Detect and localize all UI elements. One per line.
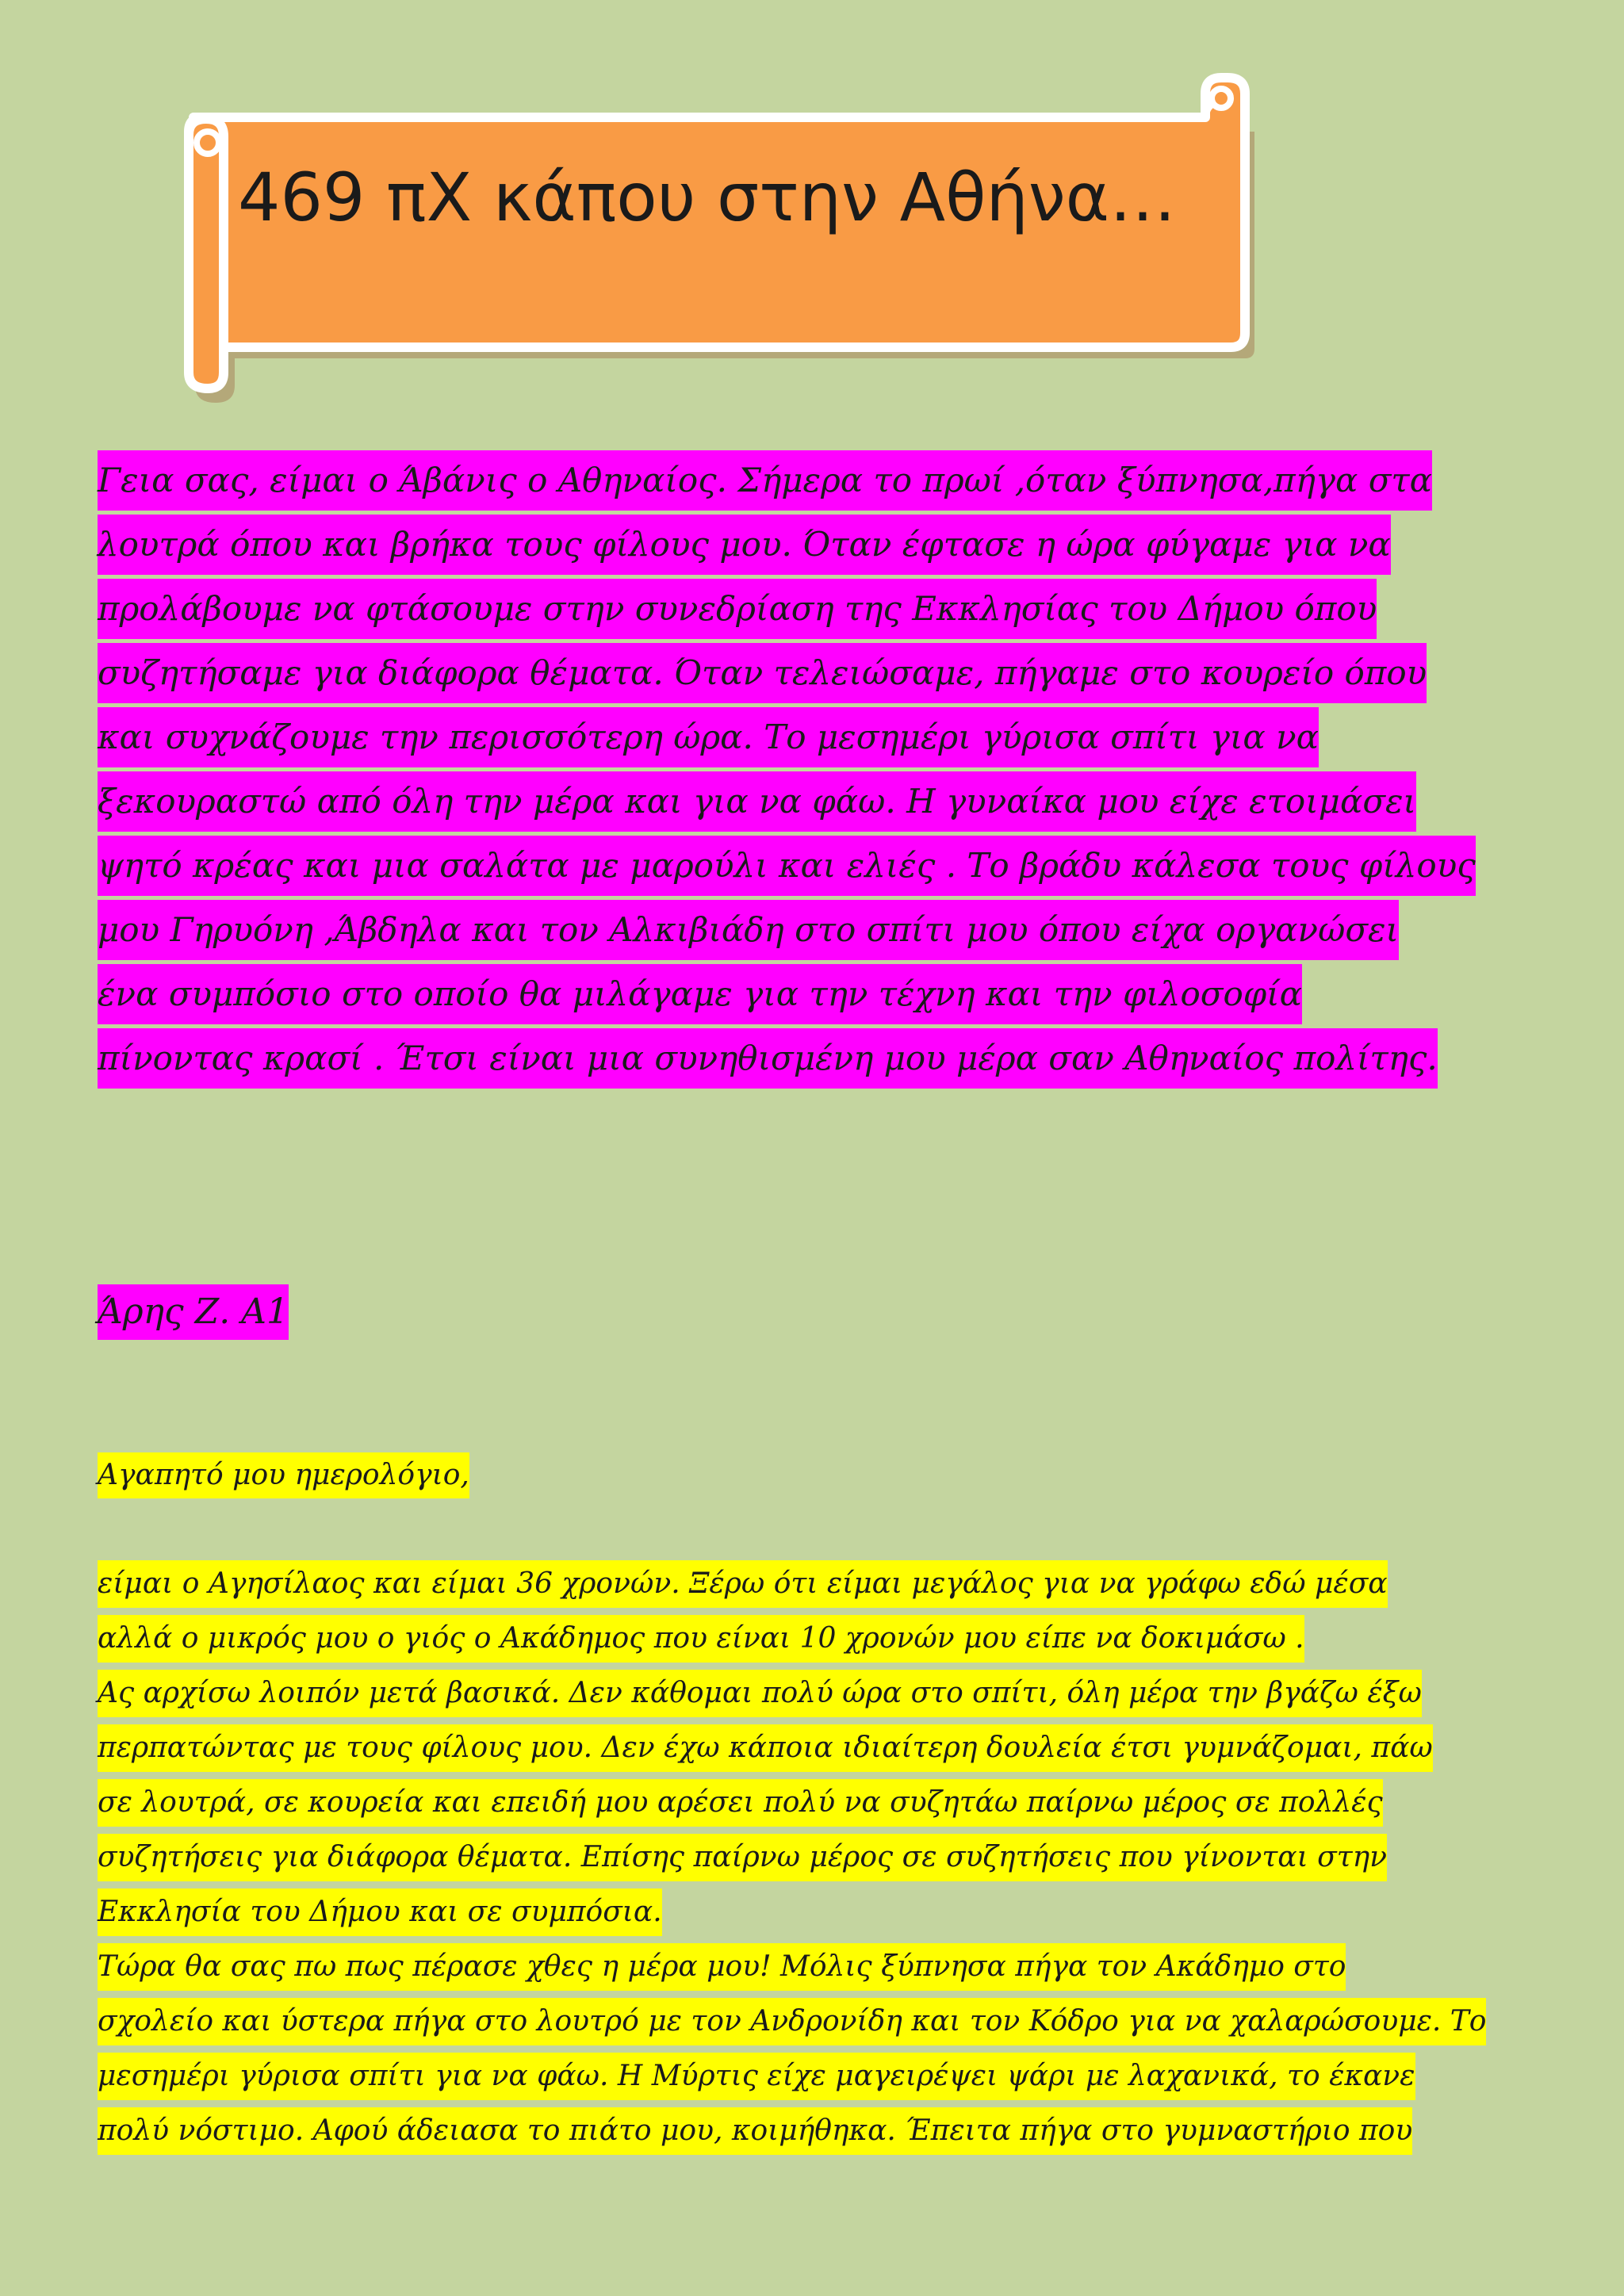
story-line: συζητήσαμε για διάφορα θέματα. Όταν τελειώσαμε, πήγαμε στο κουρείο όπου [98, 643, 1427, 703]
diary-paragraph [98, 1560, 1541, 2162]
diary-line: σε λουτρά, σε κουρεία και επειδή μου αρέσει πολύ να συζητάω παίρνω μέρος σε πολλές [98, 1779, 1383, 1827]
diary-greeting-block [98, 1452, 1541, 1498]
story-line: προλάβουμε να φτάσουμε στην συνεδρίαση της Εκκλησίας του Δήμου όπου [98, 579, 1377, 639]
story-line: λουτρά όπου και βρήκα τους φίλους μου. Όταν έφτασε η ώρα φύγαμε για να [98, 515, 1391, 575]
scroll-banner [0, 0, 1624, 412]
diary-line: αλλά ο μικρός μου ο γιός ο Ακάδημος που είναι 10 χρονών μου είπε να δοκιμάσω . [98, 1615, 1304, 1663]
diary-line: Ας αρχίσω λοιπόν μετά βασικά. Δεν κάθομαι πολύ ώρα στο σπίτι, όλη μέρα την βγάζω έξω [98, 1670, 1422, 1717]
diary-line: σχολείο και ύστερα πήγα στο λουτρό με τον Ανδρονίδη και τον Κόδρο για να χαλαρώσουμε. Το [98, 1998, 1486, 2045]
diary-line: Τώρα θα σας πω πως πέρασε χθες η μέρα μου! Μόλις ξύπνησα πήγα τον Ακάδημο στο [98, 1943, 1346, 1991]
story-paragraph [98, 450, 1541, 1093]
story-line: Γεια σας, είμαι ο Άβάνις ο Αθηναίος. Σήμερα το πρωί ,όταν ξύπνησα,πήγα στα [98, 450, 1432, 511]
signature-block [98, 1284, 1541, 1340]
diary-line: Εκκλησία του Δήμου και σε συμπόσια. [98, 1888, 662, 1936]
signature: Άρης Ζ. Α1 [98, 1284, 289, 1340]
banner-title: 469 πΧ κάπου στην Αθήνα… [238, 159, 1177, 236]
diary-line: είμαι ο Αγησίλαος και είμαι 36 χρονών. Ξέρω ότι είμαι μεγάλος για να γράφω εδώ μέσα [98, 1560, 1388, 1608]
diary-line: πολύ νόστιμο. Αφού άδειασα το πιάτο μου, κοιμήθηκα. Έπειτα πήγα στο γυμναστήριο που [98, 2107, 1412, 2155]
story-line: ένα συμπόσιο στο οποίο θα μιλάγαμε για την τέχνη και την φιλοσοφία [98, 964, 1302, 1024]
diary-greeting: Αγαπητό μου ημερολόγιο, [98, 1452, 469, 1498]
story-line: ψητό κρέας και μια σαλάτα με μαρούλι και ελιές . Το βράδυ κάλεσα τους φίλους [98, 836, 1476, 896]
story-line: πίνοντας κρασί . Έτσι είναι μια συνηθισμένη μου μέρα σαν Αθηναίος πολίτης. [98, 1028, 1438, 1089]
story-line: και συχνάζουμε την περισσότερη ώρα. Το μεσημέρι γύρισα σπίτι για να [98, 707, 1319, 767]
diary-line: μεσημέρι γύρισα σπίτι για να φάω. Η Μύρτις είχε μαγειρέψει ψάρι με λαχανικά, το έκανε [98, 2053, 1415, 2100]
story-line: μου Γηρυόνη ,Άβδηλα και τον Αλκιβιάδη στο σπίτι μου όπου είχα οργανώσει [98, 900, 1399, 960]
diary-line: συζητήσεις για διάφορα θέματα. Επίσης παίρνω μέρος σε συζητήσεις που γίνονται στην [98, 1834, 1387, 1881]
diary-line: περπατώντας με τους φίλους μου. Δεν έχω κάποια ιδιαίτερη δουλεία έτσι γυμνάζομαι, πάω [98, 1724, 1433, 1772]
story-line: ξεκουραστώ από όλη την μέρα και για να φάω. Η γυναίκα μου είχε ετοιμάσει [98, 771, 1416, 832]
